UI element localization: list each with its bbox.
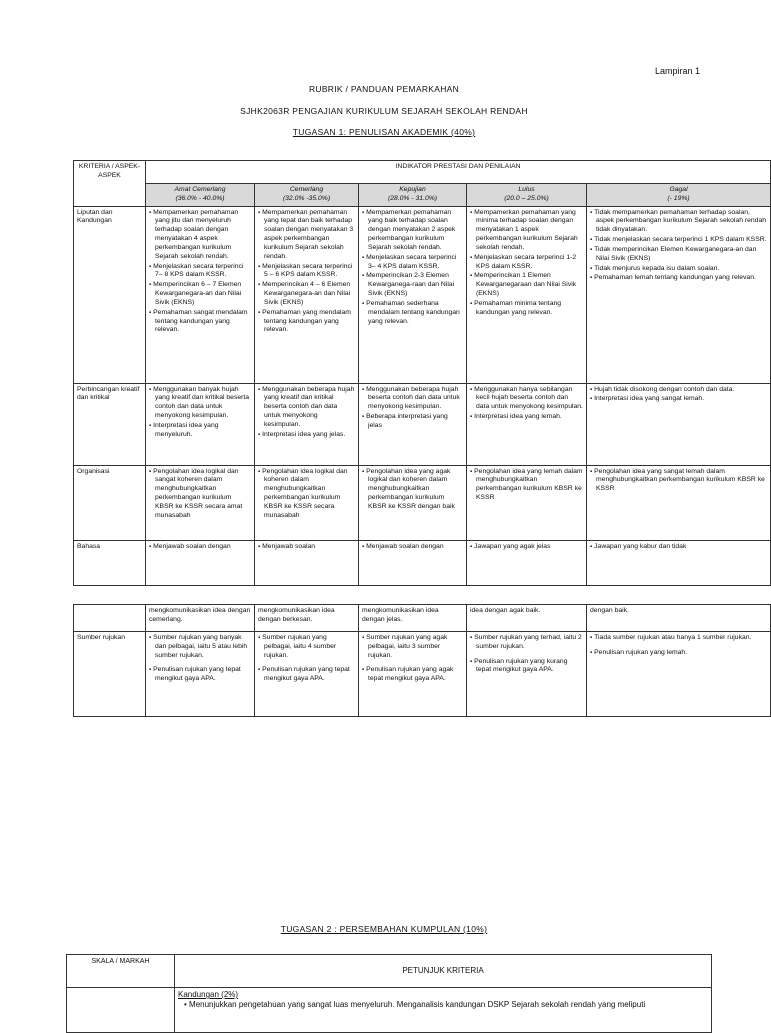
- continued-cell: mengkomunikasikan idea dengan cemerlang.: [146, 605, 255, 632]
- indicator-list: [362, 209, 463, 327]
- course-title: SJHK2063R PENGAJIAN KURIKULUM SEJARAH SEKOLAH RENDAH: [240, 106, 528, 116]
- indicator-item: ▪ Pemahaman yang mendalam tentang kandungan yang relevan.: [264, 309, 355, 335]
- indicator-list: [258, 209, 355, 336]
- indicator-item: ▪ Interpretasi idea yang lemah.: [476, 413, 583, 422]
- level-range: (32.0% -35.0%): [282, 194, 331, 202]
- continued-cell: mengkomunikasikan idea dengan jelas.: [359, 605, 467, 632]
- rubric-table-continued: [73, 604, 771, 717]
- indicator-item: ▪ Penulisan rujukan yang lemah.: [596, 649, 767, 658]
- indicator-list: [258, 386, 355, 440]
- indicator-cell: [146, 540, 255, 585]
- indicator-cell: [255, 465, 359, 540]
- indicator-list: [258, 468, 355, 521]
- indicator-item: ▪ Menggunakan beberapa hujah beserta contoh dan data untuk menyokong kesimpulan.: [368, 386, 463, 412]
- criteria-cell: Liputan dan Kandungan: [74, 206, 146, 383]
- indicator-item: ▪ Beberapa interpretasi yang jelas: [368, 413, 463, 431]
- level-range: (20.0 – 25.0%): [504, 194, 549, 202]
- indicator-item: ▪ Menjelaskan secara terperinci 5 – 6 KPS dalam KSSR.: [264, 263, 355, 281]
- level-header: [359, 184, 467, 207]
- level-range: (36.0% - 40.0%): [175, 194, 225, 202]
- petunjuk-header: PETUNJUK KRITERIA: [175, 955, 712, 988]
- levels-row: [74, 184, 771, 207]
- indicator-cell: [255, 383, 359, 465]
- kandungan-bullet-text: Menunjukkan pengetahuan yang sangat luas menyeluruh. Menganalisis kandungan DSKP Sejarah sekolah rendah yang meliputi: [189, 1000, 646, 1010]
- indicator-item: ▪ Menggunakan banyak hujah yang kreatif dan kritikal beserta contoh dan data untuk menyokong kesimpulan.: [155, 386, 251, 421]
- indicator-cell: [587, 465, 771, 540]
- rubric-table-page2: [73, 604, 770, 722]
- indicator-list: [470, 543, 583, 552]
- indicator-item: ▪ Pengolahan idea yang sangat lemah dalam menghubungkaitkan perkembangan kurikulum KBSR ke KSSR: [596, 468, 767, 494]
- presentation-table: [66, 954, 711, 1024]
- assignment2-title: TUGASAN 2 : PERSEMBAHAN KUMPULAN (10%): [280, 924, 488, 934]
- indicator-cell: [467, 383, 587, 465]
- rubric-table-page1: [73, 160, 770, 550]
- indicator-item: ▪ Sumber rujukan yang agak pelbagai, iaitu 3 sumber rujukan.: [368, 634, 463, 660]
- continued-cell: idea dengan agak baik.: [467, 605, 587, 632]
- indicator-item: ▪ Pemahaman lemah tentang kandungan yang relevan.: [596, 274, 767, 283]
- indicator-list: [258, 634, 355, 684]
- indicator-list: [149, 634, 251, 684]
- criteria-row: [74, 540, 771, 585]
- level-header: [467, 184, 587, 207]
- indicator-list: [470, 209, 583, 318]
- indicator-cell: [587, 206, 771, 383]
- rubric-table: [73, 160, 771, 586]
- indicator-item: ▪ Penulisan rujukan yang tepat mengikut gaya APA.: [155, 666, 251, 684]
- indicator-cell: [467, 465, 587, 540]
- indicator-item: ▪ Tidak memperincikan Elemen Kewarganegara-an dan Nilai Sivik (EKNS): [596, 246, 767, 264]
- indicator-item: ▪ Pengolahan idea logikal dan koheren dalam menghubungkaitkan perkembangan kurikulum KBSR ke KSSR secara munasabah: [264, 468, 355, 521]
- indicator-item: ▪ Sumber rujukan yang pelbagai, iaitu 4 sumber rujukan.: [264, 634, 355, 660]
- indicator-list: [590, 386, 767, 405]
- indicator-cell: [359, 383, 467, 465]
- indicator-cell: [587, 383, 771, 465]
- indicator-cell: [146, 206, 255, 383]
- indicator-item: ▪ Pemahaman minima tentang kandungan yang relevan.: [476, 300, 583, 318]
- indicator-item: ▪ Sumber rujukan yang banyak dan pelbagai, iaitu 5 atau lebih sumber rujukan.: [155, 634, 251, 660]
- indicator-item: ▪ Mempamerkan pemahaman yang jitu dan menyeluruh terhadap soalan dengan menyatakan 4 aspek perkembangan kurikulum Sejarah sekolah rendah.: [155, 209, 251, 262]
- indicator-item: ▪ Menjawab soalan dengan: [368, 543, 463, 552]
- indicator-item: ▪ Pengolahan idea yang lemah dalam menghubungkaitkan perkembangan kurikulum KBSR ke KSSR: [476, 468, 583, 503]
- indicator-cell: [146, 632, 255, 717]
- indicator-item: ▪ Tidak mempamerkan pemahaman terhadap soalan, aspek perkembangan kurikulum Sejarah sekolah rendah tidak dinyatakan.: [596, 209, 767, 235]
- indicator-item: ▪ Pemahaman sangat mendalam tentang kandungan yang relevan.: [155, 309, 251, 335]
- indicator-item: ▪ Tidak menjurus kepada isu dalam soalan.: [596, 265, 767, 274]
- level-header: [587, 184, 771, 207]
- criteria-row: [74, 383, 771, 465]
- indicator-cell: [255, 632, 359, 717]
- indicator-cell: [359, 206, 467, 383]
- indicator-item: ▪ Tidak menjelaskan secara terperinci 1 KPS dalam KSSR.: [596, 236, 767, 245]
- indicator-cell: [359, 540, 467, 585]
- skala-cell: [67, 988, 175, 1033]
- indicator-item: ▪ Menjelaskan secara terperinci 7– 8 KPS dalam KSSR.: [155, 263, 251, 281]
- indicator-item: ▪ Jawapan yang agak jelas: [476, 543, 583, 552]
- sumber-rujukan-row: [74, 632, 771, 717]
- indicator-cell: [587, 540, 771, 585]
- indicator-list: [590, 468, 767, 494]
- indicator-item: ▪ Memperincikan 2-3 Elemen Kewarganega-raan dan Nilai Sivik (EKNS): [368, 272, 463, 298]
- indicator-item: ▪ Penulisan rujukan yang agak tepat mengikut gaya APA.: [368, 666, 463, 684]
- level-name: Gagal: [669, 186, 688, 193]
- indicator-cell: [359, 465, 467, 540]
- indicator-item: ▪ Mempamerkan pemahaman yang minima terhadap soalan dengan menyatakan 1 aspek perkembangan kurikulum Sejarah sekolah rendah.: [476, 209, 583, 253]
- level-header: [255, 184, 359, 207]
- indicator-item: ▪ Menjawab soalan dengan: [155, 543, 251, 552]
- indicator-item: ▪ Interpretasi idea yang jelas.: [264, 431, 355, 440]
- kandungan-bullet: • Menunjukkan pengetahuan yang sangat luas menyeluruh. Menganalisis kandungan DSKP Sejarah sekolah rendah yang meliputi: [184, 1000, 646, 1010]
- indicator-cell: [255, 540, 359, 585]
- indicator-list: [362, 468, 463, 512]
- indicator-list: [362, 543, 463, 552]
- criteria-row: [74, 206, 771, 383]
- indicator-cell: [467, 632, 587, 717]
- level-header: [146, 184, 255, 207]
- indicator-item: ▪ Menjelaskan secara terperinci 1-2 KPS dalam KSSR.: [476, 254, 583, 272]
- indicator-list: [149, 386, 251, 440]
- indicator-cell: [587, 632, 771, 717]
- indicator-list: [590, 209, 767, 284]
- indicator-item: ▪ Mempamerkan pemahaman yang baik terhadap soalan dengan menyatakan 2 aspek perkembangan kurikulum Sejarah sekolah rendah.: [368, 209, 463, 253]
- indicator-list: [470, 634, 583, 675]
- level-range: (28.0% - 31.0%): [387, 194, 438, 202]
- indicator-list: [590, 543, 767, 552]
- indicator-list: [258, 543, 355, 552]
- assignment1-title: TUGASAN 1: PENULISAN AKADEMIK (40%): [292, 127, 476, 137]
- indicator-item: ▪ Memperincikan 1 Elemen Kewarganegaraan dan Nilai Sivik (EKNS): [476, 272, 583, 298]
- indicator-item: ▪ Interpretasi idea yang sangat lemah.: [596, 395, 767, 404]
- continued-bahasa-row: [74, 605, 771, 632]
- indicator-list: [149, 468, 251, 521]
- continued-cell: mengkomunikasikan idea dengan berkesan.: [255, 605, 359, 632]
- indicator-item: ▪ Interpretasi idea yang menyeluruh.: [155, 422, 251, 440]
- indicator-cell: [146, 465, 255, 540]
- indicator-item: ▪ Memperincikan 4 – 6 Elemen Kewarganegara-an dan Nilai Sivik (EKNS): [264, 281, 355, 307]
- criteria-cell: Perbincangan kreatif dan kritikal: [74, 383, 146, 465]
- criteria-row: [74, 465, 771, 540]
- kandungan-label: Kandungan (2%): [178, 990, 239, 999]
- indicator-item: ▪ Sumber rujukan yang terhad, iaitu 2 sumber rujukan.: [476, 634, 583, 652]
- indicator-list: [149, 543, 251, 552]
- indicator-cell: [467, 540, 587, 585]
- indicator-list: [362, 634, 463, 684]
- indicator-header: INDIKATOR PRESTASI DAN PENILAIAN: [146, 161, 771, 184]
- continued-cell: dengan baik.: [587, 605, 771, 632]
- level-name: Lulus: [518, 186, 535, 193]
- level-range: (- 19%): [667, 194, 690, 202]
- criteria-cell: [74, 605, 146, 632]
- indicator-item: ▪ Penulisan rujukan yang kurang tepat mengikut gaya APA.: [476, 658, 583, 676]
- rubric-title: RUBRIK / PANDUAN PEMARKAHAN: [308, 84, 460, 94]
- level-name: Amat Cemerlang: [174, 186, 226, 193]
- indicator-list: [470, 386, 583, 422]
- indicator-cell: [146, 383, 255, 465]
- criteria-header: KRITERIA / ASPEK-ASPEK: [74, 161, 146, 207]
- indicator-item: ▪ Pengolahan idea logikal dan sangat koheren dalam menghubungkaitkan perkembangan kurikulum KBSR ke KSSR secara amat munasabah: [155, 468, 251, 521]
- indicator-item: ▪ Hujah tidak disokong dengan contoh dan data.: [596, 386, 767, 395]
- indicator-item: ▪ Menggunakan beberapa hujah yang kreatif dan kritikal beserta contoh dan data untuk menyokong kesimpulan.: [264, 386, 355, 430]
- level-name: Kepujian: [399, 186, 426, 193]
- indicator-list: [590, 634, 767, 658]
- indicator-cell: [359, 632, 467, 717]
- indicator-list: [149, 209, 251, 336]
- skala-header: SKALA / MARKAH: [67, 955, 175, 988]
- indicator-item: ▪ Pengolahan idea yang agak logikal dan koheren dalam menghubungkaitkan perkembangan kurikulum KBSR ke KSSR dengan baik: [368, 468, 463, 512]
- indicator-item: ▪ Menjawab soalan: [264, 543, 355, 552]
- criteria-cell: Organisasi: [74, 465, 146, 540]
- indicator-list: [470, 468, 583, 503]
- indicator-item: ▪ Mempamerkan pemahaman yang tepat dan baik terhadap soalan dengan menyatakan 3 aspek perkembangan kurikulum Sejarah sekolah rendah.: [264, 209, 355, 262]
- indicator-item: ▪ Tiada sumber rujukan atau hanya 1 sumber rujukan.: [596, 634, 767, 643]
- indicator-cell: [467, 206, 587, 383]
- criteria-cell: Sumber rujukan: [74, 632, 146, 717]
- kandungan-cell: [175, 988, 712, 1033]
- criteria-cell: Bahasa: [74, 540, 146, 585]
- indicator-list: [362, 386, 463, 431]
- indicator-item: ▪ Menjelaskan secara terperinci 3– 4 KPS dalam KSSR.: [368, 254, 463, 272]
- indicator-item: ▪ Pemahaman sederhana mendalam tentang kandungan yang relevan.: [368, 300, 463, 326]
- indicator-item: ▪ Menggunakan hanya sebilangan kecil hujah beserta contoh dan data untuk menyokong kesimpulan.: [476, 386, 583, 412]
- indicator-item: ▪ Penulisan rujukan yang tepat mengikut gaya APA.: [264, 666, 355, 684]
- level-name: Cemerlang: [289, 186, 324, 193]
- indicator-cell: [255, 206, 359, 383]
- indicator-item: ▪ Jawapan yang kabur dan tidak: [596, 543, 767, 552]
- indicator-item: ▪ Memperincikan 6 – 7 Elemen Kewarganegara-an dan Nilai Sivik (EKNS): [155, 281, 251, 307]
- lampiran-label: Lampiran 1: [655, 66, 701, 76]
